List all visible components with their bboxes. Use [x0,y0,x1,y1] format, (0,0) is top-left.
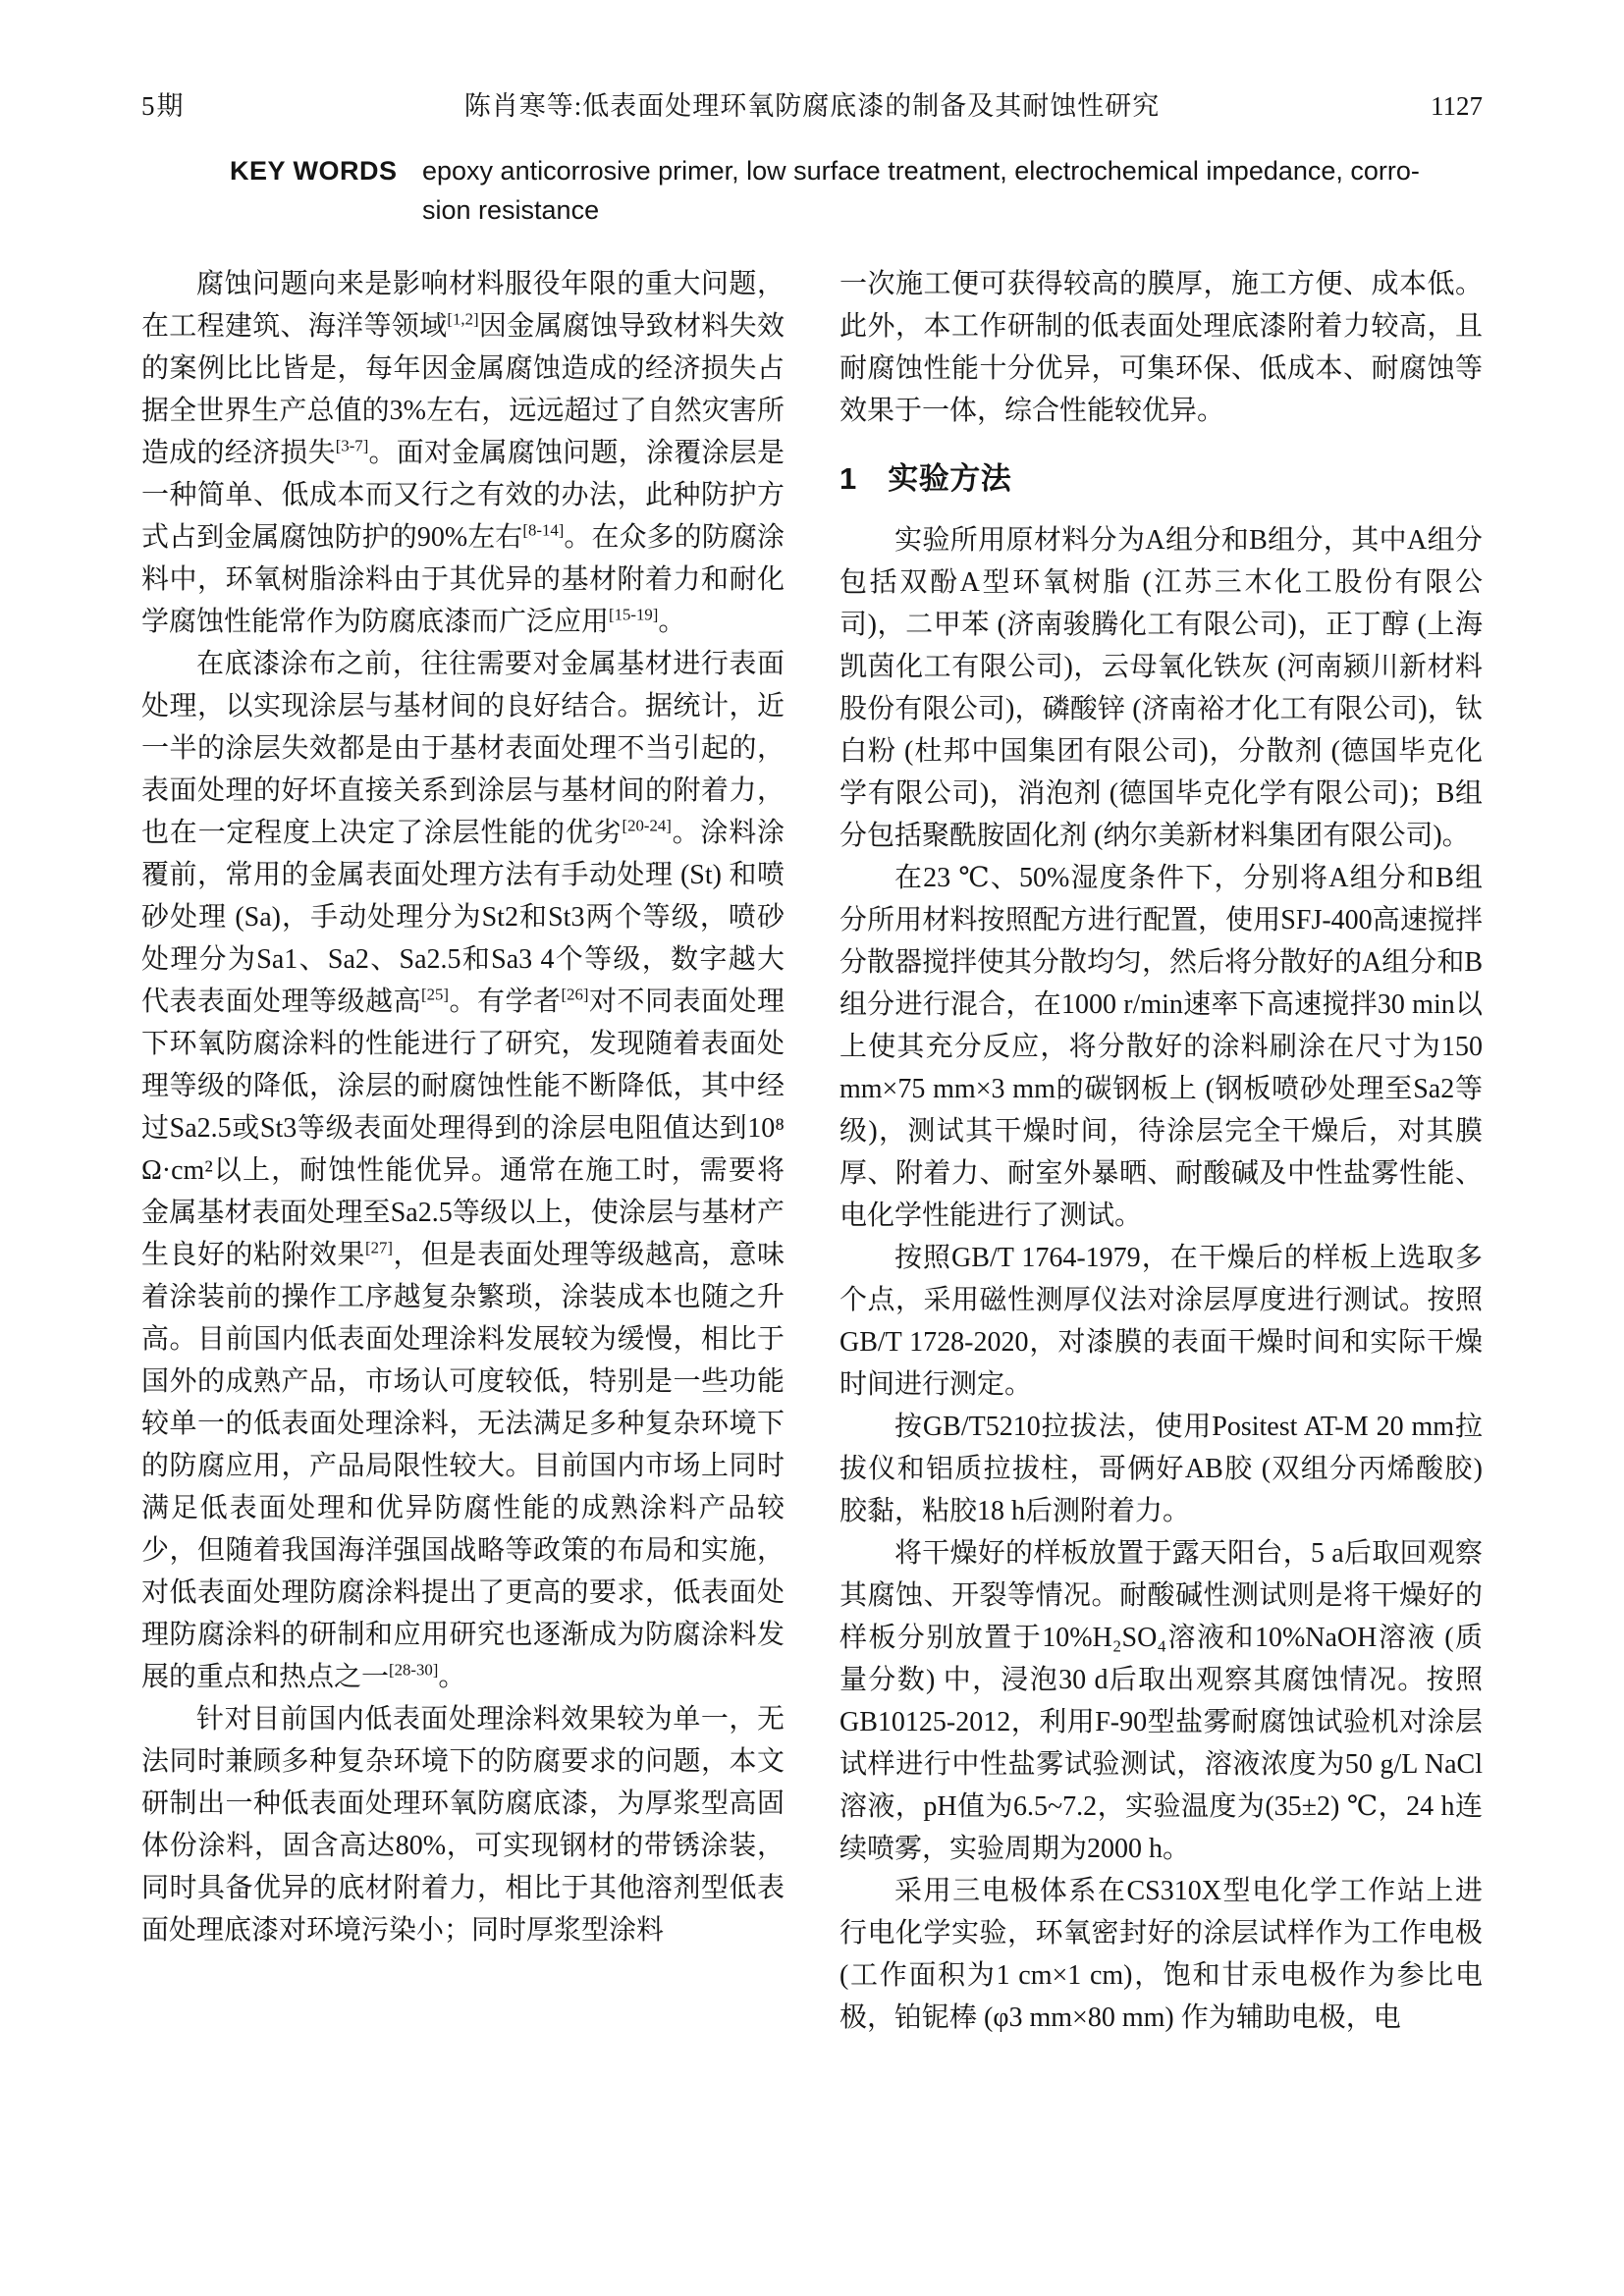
paragraph: 腐蚀问题向来是影响材料服役年限的重大问题，在工程建筑、海洋等领域[1,2]因金属腐蚀导致材料失效的案例比比皆是，每年因金属腐蚀造成的经济损失占据全世界生产总值的3%左右，远远超过了自然灾害所造成的经济损失[3-7]。面对金属腐蚀问题，涂覆涂层是一种简单、低成本而又行之有效的办法，此种防护方式占到金属腐蚀防护的90%左右[8-14]。在众多的防腐涂料中，环氧树脂涂料由于其优异的基材附着力和耐化学腐蚀性能常作为防腐底漆而广泛应用[15-19]。 [141,269,785,637]
paragraph: 按照GB/T 1764-1979，在干燥后的样板上选取多个点，采用磁性测厚仪法对涂层厚度进行测试。按照GB/T 1728-2020，对漆膜的表面干燥时间和实际干燥时间进行测定。 [839,1243,1483,1400]
paragraph: 在23 ℃、50%湿度条件下，分别将A组分和B组分所用材料按照配方进行配置，使用SFJ-400高速搅拌分散器搅拌使其分散均匀，然后将分散好的A组分和B组分进行混合，在1000 r/min速率下高速搅拌30 min以上使其充分反应，将分散好的涂料刷涂在尺寸为150 mm×75 mm×3 mm的碳钢板上 (钢板喷砂处理至Sa2等级)，测试其干燥时间，待涂层完全干燥后，对其膜厚、附着力、耐室外暴晒、耐酸碱及中性盐雾性能、电化学性能进行了测试。 [839,863,1483,1231]
body-columns [141,263,1483,2039]
keywords-line: sion resistance [422,195,600,225]
keywords-block [230,151,1424,230]
paragraph: 针对目前国内低表面处理涂料效果较为单一，无法同时兼顾多种复杂环境下的防腐要求的问题，本文研制出一种低表面处理环氧防腐底漆，为厚浆型高固体份涂料，固含高达80%，可实现钢材的带锈涂装，同时具备优异的底材附着力，相比于其他溶剂型低表面处理底漆对环境污染小；同时厚浆型涂料 [141,1704,785,1946]
page-number: 1127 [1431,91,1483,121]
running-title: 陈肖寒等:低表面处理环氧防腐底漆的制备及其耐蚀性研究 [463,91,1161,121]
paragraph: 按GB/T5210拉拔法，使用Positest AT-M 20 mm拉拔仪和铝质拉拔柱，哥俩好AB胶 (双组分丙烯酸胶) 胶黏，粘胶18 h后测附着力。 [839,1412,1483,1526]
paragraph: 将干燥好的样板放置于露天阳台，5 a后取回观察其腐蚀、开裂等情况。耐酸碱性测试则是将干燥好的样板分别放置于10%H₂SO₄溶液和10%NaOH溶液 (质量分数) 中，浸泡30 d后取出观察其腐蚀情况。按照GB10125-2012，利用F-90型盐雾耐腐蚀试验机对涂层试样进行中性盐雾试验测试，溶液浓度为50 g/L NaCl溶液，pH值为6.5~7.2，实验温度为(35±2) ℃，24 h连续喷雾，实验周期为2000 h。 [839,1538,1483,1864]
paragraph: 采用三电极体系在CS310X型电化学工作站上进行电化学实验，环氧密封好的涂层试样作为工作电极 (工作面积为1 cm×1 cm)，饱和甘汞电极作为参比电极，铂铌棒 (φ3 mm×80 mm) 作为辅助电极，电 [839,1876,1483,2033]
issue-label: 5期 [141,91,186,121]
running-head [141,90,1483,122]
paragraph-continuation: 一次施工便可获得较高的膜厚，施工方便、成本低。此外，本工作研制的低表面处理底漆附着力较高，且耐腐蚀性能十分优异，可集环保、低成本、耐腐蚀等效果于一体，综合性能较优异。 [839,269,1483,426]
left-column [141,263,785,2039]
right-column [839,263,1483,2039]
keywords-line: epoxy anticorrosive primer, low surface treatment, electrochemical impedance, corro- [422,156,1420,186]
keywords-label: KEY WORDS [230,156,398,186]
paragraph: 在底漆涂布之前，往往需要对金属基材进行表面处理，以实现涂层与基材间的良好结合。据统计，近一半的涂层失效都是由于基材表面处理不当引起的，表面处理的好坏直接关系到涂层与基材间的附着力，也在一定程度上决定了涂层性能的优劣[20-24]。涂料涂覆前，常用的金属表面处理方法有手动处理 (St) 和喷砂处理 (Sa)，手动处理分为St2和St3两个等级，喷砂处理分为Sa1、Sa2、Sa2.5和Sa3 4个等级，数字越大代表表面处理等级越高[25]。有学者[26]对不同表面处理下环氧防腐涂料的性能进行了研究，发现随着表面处理等级的降低，涂层的耐腐蚀性能不断降低，其中经过Sa2.5或St3等级表面处理得到的涂层电阻值达到10⁸ Ω·cm²以上，耐蚀性能优异。通常在施工时，需要将金属基材表面处理至Sa2.5等级以上，使涂层与基材产生良好的粘附效果[27]，但是表面处理等级越高，意味着涂装前的操作工序越复杂繁琐，涂装成本也随之升高。目前国内低表面处理涂料发展较为缓慢，相比于国外的成熟产品，市场认可度较低，特别是一些功能较单一的低表面处理涂料，无法满足多种复杂环境下的防腐应用，产品局限性较大。目前国内市场上同时满足低表面处理和优异防腐性能的成熟涂料产品较少，但随着我国海洋强国战略等政策的布局和实施，对低表面处理防腐涂料提出了更高的要求，低表面处理防腐涂料的研制和应用研究也逐渐成为防腐涂料发展的重点和热点之一[28-30]。 [141,649,785,1692]
keywords-text [422,151,1424,230]
section-heading: 1 实验方法 [839,461,1012,496]
paragraph: 实验所用原材料分为A组分和B组分，其中A组分包括双酚A型环氧树脂 (江苏三木化工股份有限公司)，二甲苯 (济南骏腾化工有限公司)，正丁醇 (上海凯茵化工有限公司)，云母氧化铁灰 (河南颍川新材料股份有限公司)，磷酸锌 (济南裕才化工有限公司)，钛白粉 (杜邦中国集团有限公司)，分散剂 (德国毕克化学有限公司)，消泡剂 (德国毕克化学有限公司)；B组分包括聚酰胺固化剂 (纳尔美新材料集团有限公司)。 [839,525,1483,851]
